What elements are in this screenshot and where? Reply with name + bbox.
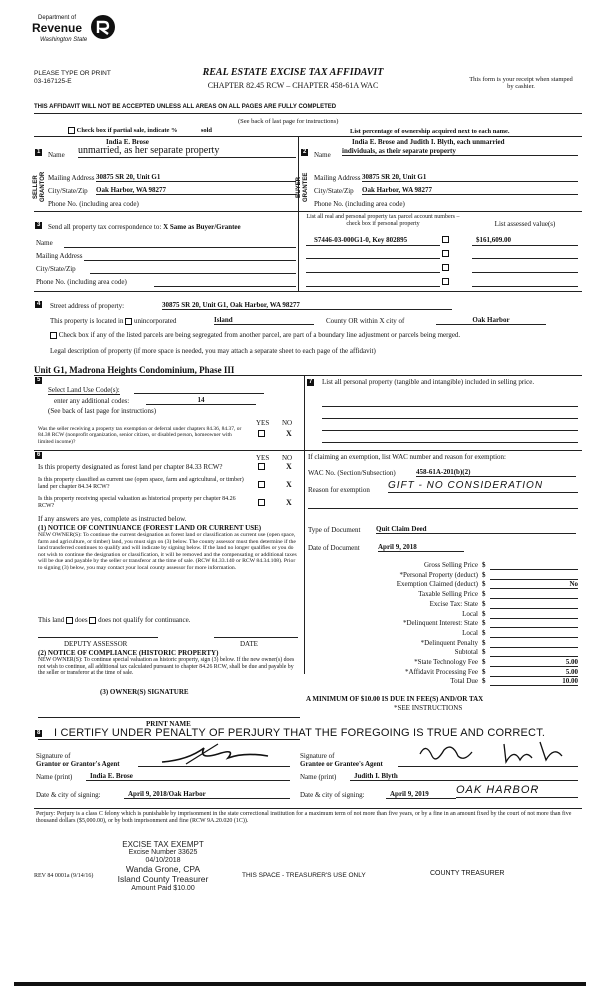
tax-row-value xyxy=(490,610,578,619)
tax-row-dollar: $ xyxy=(482,638,486,647)
seller-city-label: City/State/Zip xyxy=(48,187,88,195)
forest-no-mark: X xyxy=(286,462,292,471)
section-4-badge: 4 xyxy=(37,301,41,307)
tax-row xyxy=(306,677,582,687)
tax-row-value xyxy=(490,561,578,570)
exemption-no-mark: X xyxy=(286,429,292,438)
parcel-header: List all real and personal property tax parcel account numbers – check box if personal property xyxy=(306,214,460,227)
county-label: County OR within X city of xyxy=(326,317,405,325)
historic-yes-checkbox[interactable] xyxy=(258,499,265,506)
forest-yes-checkbox[interactable] xyxy=(258,463,265,470)
city-value: Oak Harbor xyxy=(436,316,546,325)
historic-question: Is this property receiving special valuation as historical property per chapter 84.26 RCW? xyxy=(38,496,236,509)
tax-row-dollar: $ xyxy=(482,628,486,637)
tax-row-value xyxy=(490,590,578,599)
section-2-badge: 2 xyxy=(303,149,307,155)
tax-row xyxy=(306,668,582,678)
seller-address: 30875 SR 20, Unit G1 xyxy=(96,173,296,182)
buyer-name-label: Name xyxy=(314,151,331,159)
section-5-badge: 5 xyxy=(37,377,41,383)
parcel-number: S7446-03-000G1-0, Key 802895 xyxy=(314,236,408,244)
tax-row-label: *Delinquent Penalty xyxy=(420,638,478,647)
buyer-address: 30875 SR 20, Unit G1 xyxy=(362,173,578,182)
see-back-note: (See back of last page for instructions) xyxy=(238,118,339,125)
grantor-name-label: Name (print) xyxy=(36,773,73,781)
exemption-yes-header: YES xyxy=(256,419,270,427)
buyer-phone-label: Phone No. (including area code) xyxy=(314,200,405,208)
additional-codes-label: enter any additional codes: xyxy=(54,397,130,405)
assessed-header: List assessed value(s) xyxy=(494,220,556,228)
grantee-sig-label-2: Grantee or Grantee's Agent xyxy=(300,760,383,769)
tax-row-label: Taxable Selling Price xyxy=(418,590,478,599)
tax-row-value xyxy=(490,639,578,648)
any-yes-note: If any answers are yes, complete as instructed below. xyxy=(38,515,187,523)
rev-code: REV 84 0001a (9/14/16) xyxy=(34,873,94,879)
buyer-name-line2: individuals, as their separate property xyxy=(342,147,578,156)
tax-row-value xyxy=(490,629,578,638)
tax-table xyxy=(306,561,582,687)
legal-note: Legal description of property (if more space is needed, you may attach a separate sheet to each page of the affidavit) xyxy=(50,347,376,355)
section-8-badge: 8 xyxy=(37,730,41,736)
stamp-date: 04/10/2018 xyxy=(145,857,181,865)
tax-row-label: Local xyxy=(462,609,478,618)
deputy-assessor-label: DEPUTY ASSESSOR xyxy=(64,640,128,648)
revenue-logo xyxy=(32,14,122,52)
certify-statement: I CERTIFY UNDER PENALTY OF PERJURY THAT THE FOREGOING IS TRUE AND CORRECT. xyxy=(54,727,546,739)
see-instructions-note: *SEE INSTRUCTIONS xyxy=(394,704,463,712)
grantee-city-handwritten: OAK HARBOR xyxy=(456,784,578,798)
tax-row-value: 5.00 xyxy=(490,668,578,677)
tax-row xyxy=(306,571,582,581)
tax-row-dollar: $ xyxy=(482,609,486,618)
doc-date-value: April 9, 2018 xyxy=(378,543,464,552)
tax-row-value xyxy=(490,648,578,657)
section-6 xyxy=(34,451,302,674)
unincorporated-label: unincorporated xyxy=(133,317,177,325)
tax-row xyxy=(306,590,582,600)
tax-row-value: No xyxy=(490,580,578,589)
corr-address-label: Mailing Address xyxy=(36,252,83,260)
current-use-question: Is this property classified as current use (open space, farm and agricultural, or timber) land per chapter 84.34 RCW? xyxy=(38,477,244,490)
stamp-title: EXCISE TAX EXEMPT xyxy=(122,840,204,849)
grantee-signature xyxy=(414,738,574,766)
revenue-emblem-icon xyxy=(90,14,116,40)
bottom-rule xyxy=(14,982,586,986)
doc-type-value: Quit Claim Deed xyxy=(376,525,576,534)
grantor-signature-label xyxy=(36,752,120,768)
partial-sale-label: Check box if partial sale, indicate % xyxy=(76,127,178,134)
notice2-title: (2) NOTICE OF COMPLIANCE (HISTORIC PROPERTY) xyxy=(38,649,219,657)
buyer-section xyxy=(300,137,582,211)
exemption-no-header: NO xyxy=(282,419,293,427)
seller-city: Oak Harbor, WA 98277 xyxy=(96,186,296,195)
tax-row-value: 5.00 xyxy=(490,658,578,667)
personal-property-label: List all personal property (tangible and intangible) included in selling price. xyxy=(322,378,535,386)
tax-row-value xyxy=(490,600,578,609)
logo-dept-line3: Washington State xyxy=(40,37,88,43)
stamp-office: Island County Treasurer xyxy=(117,874,209,885)
corr-name-label: Name xyxy=(36,239,53,247)
minimum-fee-note: A MINIMUM OF $10.00 IS DUE IN FEE(S) AND/OR TAX xyxy=(306,695,484,703)
notice2-body: NEW OWNER(S): To continue special valuation as historic property, sign (3) below. If the new owner(s) does not wish to continue, all additional tax calculated pursuant to chapter 84.26 RCW, shall be due and payable by the seller or transferor at the time of sale. xyxy=(38,657,295,677)
county-treasurer-label: COUNTY TREASURER xyxy=(430,870,505,877)
tax-row xyxy=(306,658,582,668)
doc-type-label: Type of Document xyxy=(308,526,361,534)
tax-row-dollar: $ xyxy=(482,590,486,599)
corr-phone-label: Phone No. (including area code) xyxy=(36,278,127,286)
stamp-number: Excise Number 33625 xyxy=(128,849,198,857)
segregated-checkbox[interactable] xyxy=(50,332,57,339)
seller-name-line1: India E. Brose xyxy=(106,138,149,146)
stamp-name: Wanda Grone, CPA xyxy=(125,864,201,875)
notice1-body: NEW OWNER(S): To continue the current designation as forest land or classification as current use (open space, farm and agriculture, or timber) land, you must sign on (3) below. The county assessor must then determine if the land transferred continues to qualify and will indicate by signing below. If the land no longer qualifies or you do not wish to continue the designation or classification, it will be removed and the compensating or additional taxes will be due and payable by the seller or transferor at the time of sale. (RCW 84.33.140 or RCW 84.34.108). Prior to signing (3) below, you may contact your local county assessor for more information. xyxy=(38,532,297,571)
parcel-2-personal-checkbox[interactable] xyxy=(442,250,449,257)
correspondence-instruction: Send all property tax correspondence to: xyxy=(48,223,162,231)
buyer-side-label: BUYER GRANTEE xyxy=(296,172,309,202)
section-1-badge: 1 xyxy=(37,149,41,155)
section-7-badge: 7 xyxy=(309,379,313,385)
grantee-signature-label xyxy=(300,752,383,768)
buyer-city: Oak Harbor, WA 98277 xyxy=(362,186,578,195)
seller-phone-label: Phone No. (including area code) xyxy=(48,200,139,208)
tax-row-dollar: $ xyxy=(482,570,486,579)
tax-row xyxy=(306,610,582,620)
historic-no-mark: X xyxy=(286,498,292,507)
tax-row-label: *Delinquent Interest: State xyxy=(402,619,478,628)
tax-row-dollar: $ xyxy=(482,658,486,666)
section-6-badge: 6 xyxy=(37,452,41,458)
tax-row xyxy=(306,600,582,610)
type-print-label: PLEASE TYPE OR PRINT xyxy=(34,70,111,77)
owner-signature-label: (3) OWNER(S) SIGNATURE xyxy=(100,688,189,696)
form-code: 03-167125-E xyxy=(34,78,72,85)
land-use-label: Select Land Use Code(s): xyxy=(48,386,120,394)
reason-label: Reason for exemption xyxy=(308,486,370,494)
section-3 xyxy=(34,212,296,290)
tax-row xyxy=(306,561,582,571)
tax-row-label: *Personal Property (deduct) xyxy=(399,570,478,579)
street-address: 30875 SR 20, Unit G1, Oak Harbor, WA 98277 xyxy=(162,301,452,310)
continuance-row xyxy=(38,616,190,624)
exemption-claim-label: If claiming an exemption, list WAC number and reason for exemption: xyxy=(308,453,506,461)
parcel-section xyxy=(300,212,582,290)
located-row xyxy=(50,317,176,325)
correspondence-label xyxy=(48,223,241,231)
tax-row-label: *State Technology Fee xyxy=(414,658,478,666)
tax-row-dollar: $ xyxy=(482,667,486,676)
segregated-label: Check box if any of the listed parcels are being segregated from another parcel, are part of a boundary line adjustment or parcels being merged. xyxy=(58,331,461,339)
unincorporated-checkbox[interactable] xyxy=(125,318,132,325)
doc-date-label: Date of Document xyxy=(308,544,360,552)
form-title: REAL ESTATE EXCISE TAX AFFIDAVIT xyxy=(202,67,384,78)
seller-section xyxy=(34,137,296,211)
tax-row-dollar: $ xyxy=(482,619,486,628)
notice1-title: (1) NOTICE OF CONTINUANCE (FOREST LAND OR CURRENT USE) xyxy=(38,524,262,532)
partial-sale-checkbox[interactable] xyxy=(68,127,75,134)
wac-label: WAC No. (Section/Subsection) xyxy=(308,469,396,477)
print-name-label: PRINT NAME xyxy=(146,720,191,728)
grantor-name: India E. Brose xyxy=(86,772,290,781)
legal-description: Unit G1, Madrona Heights Condominium, Phase III xyxy=(34,365,235,375)
tax-row-label: Gross Selling Price xyxy=(423,561,478,569)
parcel-3-personal-checkbox[interactable] xyxy=(442,264,449,271)
grantor-date-city: April 9, 2018/Oak Harbor xyxy=(124,790,290,799)
treasurer-space-label: THIS SPACE - TREASURER'S USE ONLY xyxy=(242,872,366,879)
reason-value: GIFT - NO CONSIDERATION xyxy=(388,480,578,493)
does-not-label: does not qualify for continuance. xyxy=(98,616,191,624)
tax-row xyxy=(306,619,582,629)
tax-row-label: Local xyxy=(462,628,478,637)
exempt-stamp xyxy=(108,840,218,893)
forest-question: Is this property designated as forest land per chapter 84.33 RCW? xyxy=(38,463,223,471)
corr-city-label: City/State/Zip xyxy=(36,265,76,273)
located-label: This property is located in xyxy=(50,317,124,325)
tax-row-dollar: $ xyxy=(482,648,486,657)
stamp-amount: Amount Paid $10.00 xyxy=(131,884,195,892)
street-label: Street address of property: xyxy=(50,302,125,310)
wac-number: 458-61A-201(b)(2) xyxy=(416,468,576,477)
does-checkbox[interactable] xyxy=(66,617,73,624)
sold-label: sold xyxy=(200,127,213,134)
seller-address-label: Mailing Address xyxy=(48,174,95,182)
warning-banner: THIS AFFIDAVIT WILL NOT BE ACCEPTED UNLESS ALL AREAS ON ALL PAGES ARE FULLY COMPLETED xyxy=(34,104,337,110)
partial-sale-row xyxy=(68,127,212,134)
logo-dept-line1: Department of xyxy=(38,15,77,21)
seller-side-label: SELLER GRANTOR xyxy=(33,171,46,203)
parcel-4-personal-checkbox[interactable] xyxy=(442,278,449,285)
tax-row xyxy=(306,648,582,658)
section-3-badge: 3 xyxy=(37,222,41,228)
buyer-name-line1: India E. Brose and Judith I. Blyth, each unmarried xyxy=(352,138,505,146)
segregated-row xyxy=(50,331,460,339)
grantee-name-label: Name (print) xyxy=(300,773,337,781)
does-not-checkbox[interactable] xyxy=(89,617,96,624)
tax-row-value xyxy=(490,571,578,580)
s6-no-header: NO xyxy=(282,454,293,462)
tax-row-label: Exemption Claimed (deduct) xyxy=(396,580,478,589)
seller-name-line2: unmarried, as her separate property xyxy=(78,145,296,158)
this-land-label: This land xyxy=(38,616,65,624)
buyer-city-label: City/State/Zip xyxy=(314,187,354,195)
logo-dept-line2: Revenue xyxy=(32,21,83,35)
s6-yes-header: YES xyxy=(256,454,270,462)
grantor-sig-label-2: Grantor or Grantor's Agent xyxy=(36,760,120,769)
exemption-question: Was the seller receiving a property tax exemption or deferral under chapters 84.36, 84.37, or 84.38 RCW (nonprofit organization, senior citizen, or disabled person, homeowner with limited income)? xyxy=(38,426,242,445)
tax-row-label: Excise Tax: State xyxy=(429,599,478,608)
same-as-buyer: X Same as Buyer/Grantee xyxy=(163,223,241,231)
tax-row xyxy=(306,580,582,590)
tax-row-value xyxy=(490,619,578,628)
grantee-date: April 9, 2019 xyxy=(386,790,456,799)
section-8 xyxy=(34,722,582,832)
county-value: Island xyxy=(214,316,314,325)
tax-row-dollar: $ xyxy=(482,561,486,569)
tax-row xyxy=(306,639,582,649)
tax-row-label: Subtotal xyxy=(454,648,478,657)
receipt-note: This form is your receipt when stamped by cashier. xyxy=(469,76,573,91)
tax-row-value: 10.00 xyxy=(490,677,578,686)
perjury-note: Perjury: Perjury is a class C felony which is punishable by imprisonment in the state correctional institution for a maximum term of not more than five years, or by a fine in an amount fixed by the court of not more than five thousand dollars ($5,000.00), or by both imprisonment and fine (RCW 9A.20.020 (1C)). xyxy=(36,811,572,824)
grantor-signature xyxy=(158,740,278,766)
grantee-sig-label-1: Signature of xyxy=(300,752,335,760)
tax-row-label: Total Due xyxy=(450,677,478,686)
does-label: does xyxy=(74,616,88,624)
tax-row xyxy=(306,629,582,639)
section-5 xyxy=(34,376,302,450)
section-4 xyxy=(34,296,582,364)
land-use-code: 14 xyxy=(146,396,256,405)
parcel-1-personal-checkbox[interactable] xyxy=(442,236,449,243)
assessed-value: $161,609.00 xyxy=(476,236,511,244)
grantor-date-label: Date & city of signing: xyxy=(36,791,101,799)
buyer-address-label: Mailing Address xyxy=(314,174,361,182)
exemption-yes-checkbox[interactable] xyxy=(258,430,265,437)
current-use-yes-checkbox[interactable] xyxy=(258,481,265,488)
grantee-date-label: Date & city of signing: xyxy=(300,791,365,799)
tax-row-dollar: $ xyxy=(482,580,486,589)
ownership-note: List percentage of ownership acquired next to each name. xyxy=(350,128,510,135)
current-use-no-mark: X xyxy=(286,480,292,489)
grantee-name: Judith I. Blyth xyxy=(350,772,578,781)
seller-name-label: Name xyxy=(48,151,65,159)
grantor-sig-label-1: Signature of xyxy=(36,752,71,760)
tax-row-label: *Affidavit Processing Fee xyxy=(405,667,478,676)
land-use-see-back: (See back of last page for instructions) xyxy=(48,407,157,415)
form-chapter: CHAPTER 82.45 RCW – CHAPTER 458-61A WAC xyxy=(207,81,379,90)
tax-row-dollar: $ xyxy=(482,677,486,686)
tax-row-dollar: $ xyxy=(482,599,486,608)
deputy-date-label: DATE xyxy=(240,640,258,648)
